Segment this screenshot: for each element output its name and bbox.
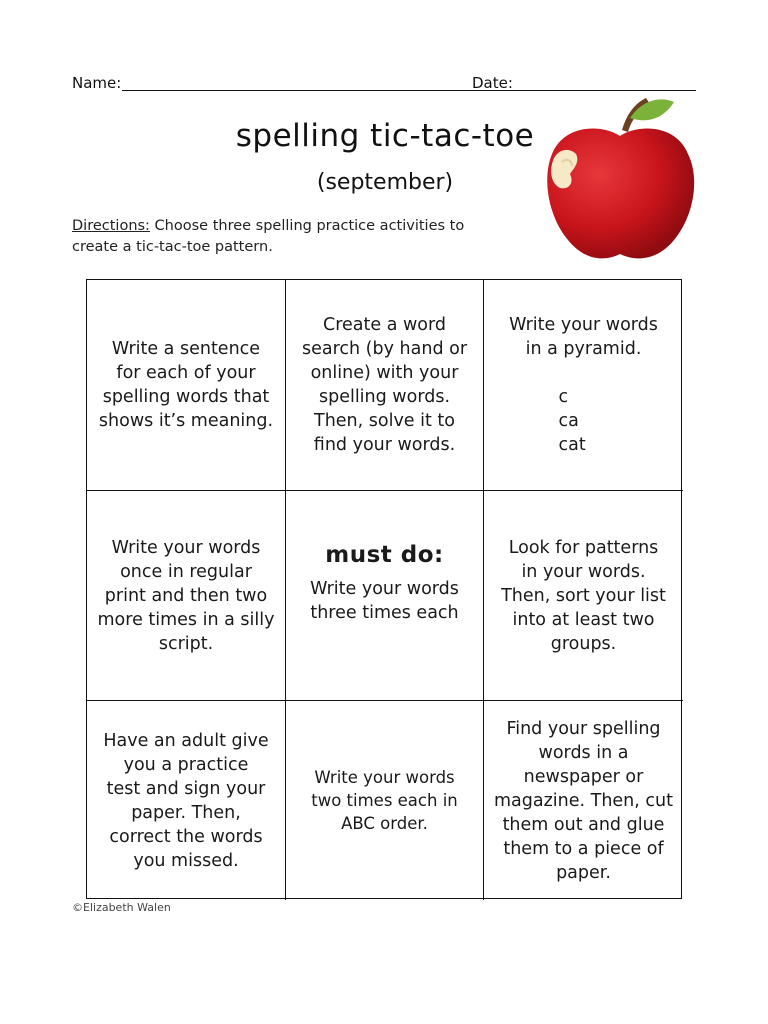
copyright-text: ©Elizabeth Walen <box>72 901 171 914</box>
cell-line: test and sign your <box>106 778 266 799</box>
cell-r3c1 <box>87 701 286 900</box>
cell-line: two times each in <box>311 791 458 810</box>
cell-r2c2-must-do <box>286 491 484 701</box>
cell-r1c1 <box>87 280 286 491</box>
cell-line: three times each <box>310 602 459 623</box>
cell-line: script. <box>158 633 214 654</box>
cell-line: Write your words <box>314 768 455 787</box>
cell-line: find your words. <box>313 435 456 455</box>
cell-r1c2 <box>286 280 484 491</box>
directions-text-2: create a tic-tac-toe pattern. <box>72 239 273 255</box>
cell-line: you missed. <box>133 850 239 871</box>
date-label: Date: <box>472 74 513 92</box>
tic-tac-toe-grid <box>86 279 682 899</box>
cell-line: Then, solve it to <box>314 411 455 431</box>
cell-line: online) with your <box>310 363 459 383</box>
cell-line: them out and glue <box>502 814 665 835</box>
cell-line: shows it’s meaning. <box>98 411 274 431</box>
cell-line: search (by hand or <box>301 339 468 359</box>
cell-line: more times in a silly <box>97 609 275 630</box>
directions-label: Directions: <box>72 218 150 234</box>
cell-line: you a practice <box>123 754 249 775</box>
cell-line: magazine. Then, cut <box>494 790 673 811</box>
cell-r3c3 <box>484 701 683 900</box>
cell-line: paper. <box>556 862 611 883</box>
cell-line: Write your words <box>111 537 261 558</box>
cell-line: Find your spelling <box>506 718 661 739</box>
cell-line: Look for patterns <box>508 537 659 558</box>
cell-line: once in regular <box>120 561 252 582</box>
cell-line: Create a word <box>322 315 446 335</box>
cell-r1c3 <box>484 280 683 491</box>
apple-icon <box>542 96 698 264</box>
cell-line: Then, sort your list <box>501 585 666 606</box>
cell-line: Write your words <box>509 315 658 335</box>
date-field[interactable] <box>522 90 696 91</box>
cell-r3c2 <box>286 701 484 900</box>
cell-r2c1 <box>87 491 286 701</box>
cell-line: spelling words that <box>102 387 270 407</box>
cell-line: Write your words <box>310 578 459 599</box>
pyramid-line: cat <box>558 435 586 455</box>
pyramid-line: c <box>558 387 569 407</box>
cell-line: spelling words. <box>318 387 451 407</box>
cell-line: correct the words <box>109 826 263 847</box>
pyramid-line: ca <box>558 411 579 431</box>
cell-line: in your words. <box>521 561 646 582</box>
page-subtitle: (september) <box>316 170 454 195</box>
cell-line: Have an adult give <box>103 730 269 751</box>
must-do-heading: must do: <box>325 541 444 568</box>
cell-line: for each of your <box>116 363 256 383</box>
apple-body <box>547 129 694 259</box>
cell-line: Write a sentence <box>111 339 261 359</box>
cell-line: into at least two <box>512 609 655 630</box>
page-title: spelling tic-tac-toe <box>235 118 535 154</box>
directions <box>72 216 542 258</box>
cell-line: newspaper or <box>523 766 644 787</box>
directions-text-1: Choose three spelling practice activities to <box>149 218 465 234</box>
cell-line: words in a <box>538 742 629 763</box>
cell-line: groups. <box>550 633 617 654</box>
cell-line: paper. Then, <box>131 802 241 823</box>
cell-line: ABC order. <box>341 814 428 833</box>
cell-line: print and then two <box>104 585 268 606</box>
name-label: Name: <box>72 74 122 92</box>
header-row <box>72 74 696 96</box>
cell-r2c3 <box>484 491 683 701</box>
cell-line: in a pyramid. <box>525 339 642 359</box>
cell-line: them to a piece of <box>503 838 664 859</box>
